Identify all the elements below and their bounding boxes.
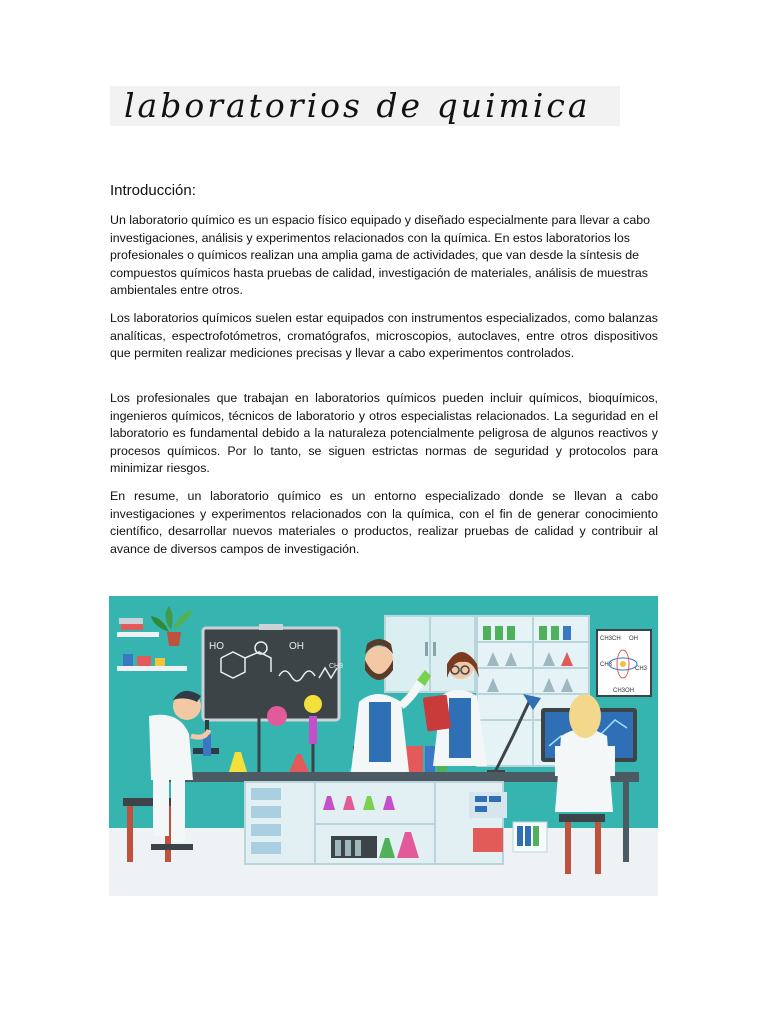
paragraph-1: Un laboratorio químico es un espacio físico equipado y diseñado especialmente para llevar a cabo investigaciones, análisis y experimentos relacionados con la química. En estos laboratorios los profesionales o químicos realizan una amplia gama de actividades, que van desde la síntesis de compuestos químicos hasta pruebas de calidad, investigación de materiales, análisis de muestras ambientales entre otros. [110,213,651,298]
molecule-poster [597,630,651,696]
poster-label-1: CH3CH [600,636,621,642]
board-label-oh: OH [289,641,304,652]
chalkboard [203,624,343,720]
document-title: laboratorios de quimica [124,86,591,125]
poster-label-5: CH3OH [613,688,635,694]
paragraph-4: En resume, un laboratorio químico es un entorno especializado donde se llevan a cabo investigaciones y experimentos relacionados con la química, con el fin de generar conocimiento científico, desarrollar nuevos materiales o productos, realizar pruebas de calidad y contribuir al avance de diversos campos de investigación. [110,489,658,556]
board-label-ho: HO [209,641,224,652]
poster-label-2: OH [629,636,638,642]
board-label-ch3: CH3 [329,663,344,670]
poster-label-4: CH3 [635,666,648,672]
intro-heading: Introducción: [110,182,196,199]
paragraph-3: Los profesionales que trabajan en laboratorios químicos pueden incluir químicos, bioquímicos, ingenieros químicos, técnicos de laboratorio y otros especialistas relacionados. La seguridad en el laboratorio es fundamental debido a la naturaleza potencialmente peligrosa de algunos reactivos y procesos químicos. Por lo tanto, se siguen estrictas normas de seguridad y protocolos para minimizar riesgos. [110,391,658,476]
poster-label-3: CH3 [600,662,613,668]
paragraph-2: Los laboratorios químicos suelen estar equipados con instrumentos especializados, como balanzas analíticas, espectrofotómetros, cromatógrafos, microscopios, autoclaves, entre otros dispositivos que permiten realizar mediciones precisas y llevar a cabo experimentos controlados. [110,311,658,361]
lab-illustration [109,596,658,896]
